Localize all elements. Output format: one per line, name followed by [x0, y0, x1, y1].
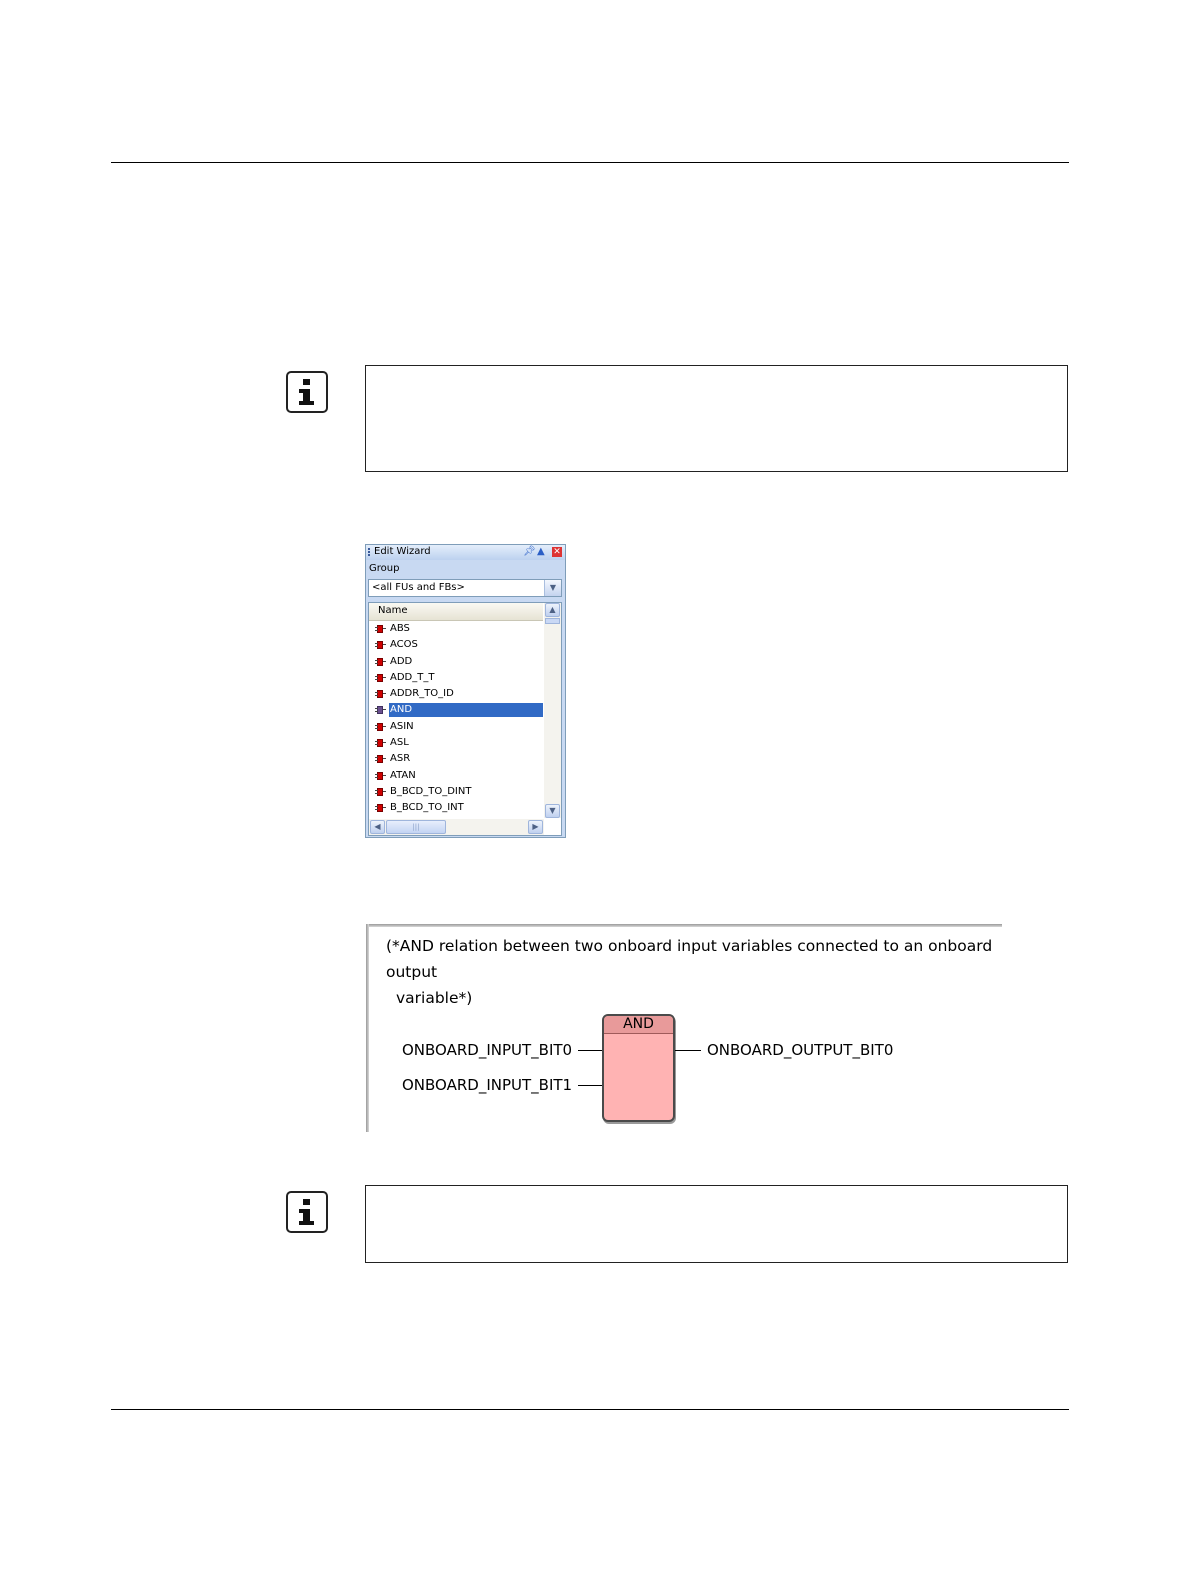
list-item[interactable]: [369, 670, 543, 686]
edit-wizard-panel: [365, 544, 566, 838]
function-block-icon: [375, 739, 385, 747]
block-name: AND: [604, 1016, 673, 1034]
scroll-up-icon[interactable]: ▲: [545, 603, 560, 617]
output-variable-1[interactable]: ONBOARD_OUTPUT_BIT0: [707, 1041, 894, 1059]
function-list: [368, 602, 562, 836]
wizard-title-bar: [366, 545, 565, 560]
scroll-right-icon[interactable]: ▶: [528, 820, 543, 834]
header-rule: [111, 162, 1069, 163]
comment-line-2: variable*): [396, 989, 473, 1007]
list-item[interactable]: [369, 702, 543, 718]
function-block-icon: [375, 788, 385, 796]
horizontal-scroll-thumb[interactable]: |||: [386, 820, 446, 834]
function-block-icon: [375, 674, 385, 682]
function-block-icon: [375, 658, 385, 666]
list-item[interactable]: [369, 784, 543, 800]
wizard-title: Edit Wizard: [374, 546, 431, 557]
collapse-icon[interactable]: ▲: [537, 546, 545, 557]
group-select-value: <all FUs and FBs>: [372, 582, 465, 593]
horizontal-scrollbar[interactable]: [369, 819, 544, 835]
note-box: [365, 365, 1068, 472]
list-item[interactable]: [369, 637, 543, 653]
list-item[interactable]: [369, 735, 543, 751]
chevron-down-icon[interactable]: ▼: [544, 580, 561, 596]
function-block-icon: [375, 641, 385, 649]
vertical-scroll-thumb[interactable]: [545, 618, 560, 624]
list-item-label: ADDR_TO_ID: [390, 688, 454, 700]
function-block-icon: [375, 755, 385, 763]
list-item[interactable]: [369, 654, 543, 670]
grip-icon[interactable]: [368, 548, 370, 557]
list-item-label: ADD_T_T: [390, 671, 435, 683]
list-item-label: B_BCD_TO_INT: [390, 802, 464, 814]
fbd-editor: [366, 924, 1002, 1132]
function-block-icon: [375, 804, 385, 812]
list-item-label: ABS: [390, 623, 410, 634]
output-wire-1: [675, 1050, 701, 1051]
function-block-icon: [375, 625, 385, 633]
column-header-label: Name: [378, 605, 408, 616]
group-select[interactable]: [368, 579, 562, 597]
list-item[interactable]: [369, 719, 543, 735]
and-function-block[interactable]: [602, 1014, 675, 1122]
function-block-icon: [375, 772, 385, 780]
input-variable-2[interactable]: ONBOARD_INPUT_BIT1: [402, 1076, 573, 1094]
input-wire-2: [578, 1085, 603, 1086]
close-icon[interactable]: ✕: [553, 547, 561, 557]
list-item-label: ASR: [390, 753, 411, 765]
list-item[interactable]: [369, 768, 543, 784]
fbd-comment[interactable]: [386, 933, 996, 1011]
list-item[interactable]: [369, 800, 543, 816]
function-block-icon: [375, 706, 385, 714]
list-item-label: AND: [389, 703, 543, 717]
pin-icon[interactable]: 📌︎: [523, 546, 536, 557]
list-item-label: B_BCD_TO_DINT: [390, 785, 472, 797]
list-item-label: ASIN: [390, 720, 414, 732]
list-item[interactable]: [369, 751, 543, 767]
list-item-label: ADD: [390, 655, 413, 667]
list-item-label: ATAN: [390, 769, 416, 781]
editor-border-left: [366, 924, 369, 1132]
editor-border-top: [366, 924, 1002, 927]
input-variable-1[interactable]: ONBOARD_INPUT_BIT0: [402, 1041, 573, 1059]
note-box: [365, 1185, 1068, 1263]
function-block-icon: [375, 723, 385, 731]
group-label: Group: [369, 563, 400, 574]
info-icon: [286, 1191, 328, 1233]
footer-rule: [111, 1409, 1069, 1410]
list-item-label: ACOS: [390, 639, 418, 651]
vertical-scrollbar[interactable]: [544, 603, 561, 818]
list-item[interactable]: [369, 621, 543, 637]
scroll-down-icon[interactable]: ▼: [545, 804, 560, 818]
function-block-icon: [375, 690, 385, 698]
scroll-left-icon[interactable]: ◀: [370, 820, 385, 834]
column-header-name[interactable]: [369, 603, 543, 621]
list-item[interactable]: [369, 686, 543, 702]
input-wire-1: [578, 1050, 603, 1051]
comment-line-1: (*AND relation between two onboard input variables connected to an onboard output: [386, 937, 993, 981]
list-rows: [369, 621, 543, 817]
info-icon: [286, 371, 328, 413]
list-item-label: ASL: [390, 737, 409, 749]
